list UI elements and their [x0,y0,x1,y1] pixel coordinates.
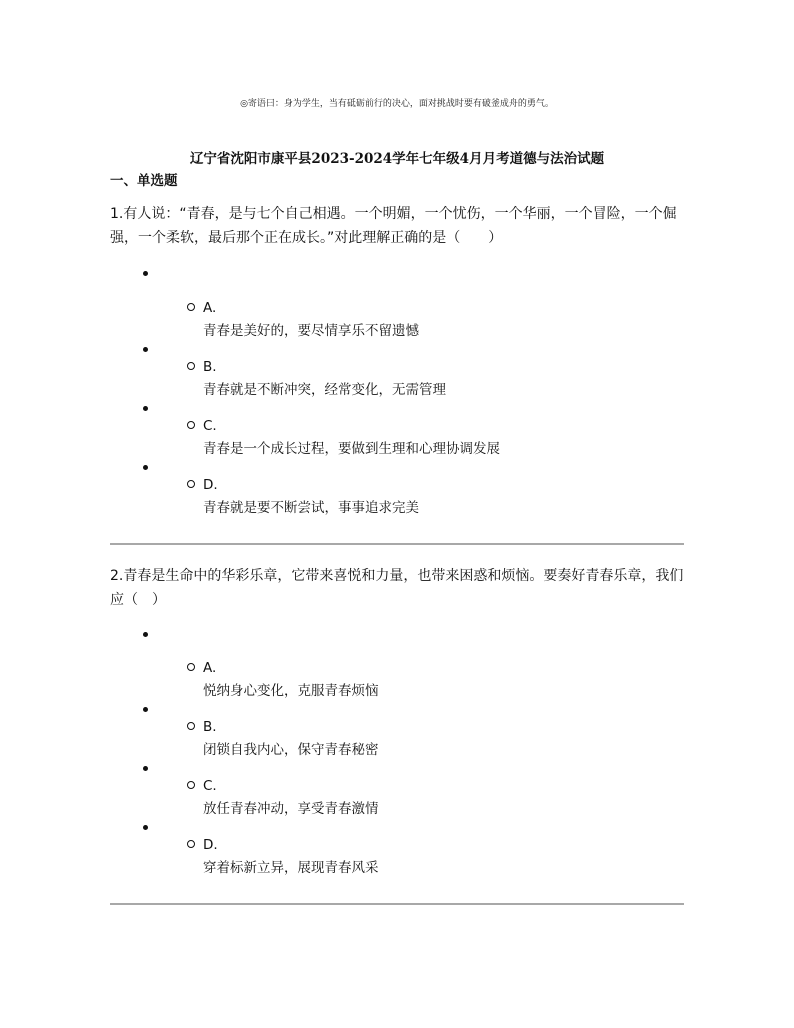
circle-icon [187,480,195,488]
option-letter: A. [203,300,217,316]
option-d[interactable] [187,477,419,516]
option-text: 青春是美好的，要尽情享乐不留遗憾 [203,323,419,339]
option-letter: B. [203,359,217,375]
option-letter: C. [203,778,217,794]
circle-icon [187,362,195,370]
option-c[interactable] [187,778,379,817]
page-title: 辽宁省沈阳市康平县2023-2024学年七年级4月月考道德与法治试题 [189,151,605,167]
question-2 [110,564,685,612]
question-1 [110,202,685,250]
circle-icon [187,421,195,429]
option-a[interactable] [187,660,379,699]
bullet-icon [143,766,148,771]
option-b[interactable] [187,719,379,758]
circle-icon [187,781,195,789]
circle-icon [187,663,195,671]
option-letter: B. [203,719,217,735]
option-b[interactable] [187,359,446,398]
bullet-icon [143,406,148,411]
circle-icon [187,840,195,848]
option-letter: C. [203,418,217,434]
section-heading: 一、单选题 [110,173,178,189]
option-text: 穿着标新立异，展现青春风采 [203,860,379,876]
bullet-icon [143,825,148,830]
divider [110,543,684,545]
option-text: 青春是一个成长过程，要做到生理和心理协调发展 [203,441,500,457]
option-text: 青春就是要不断尝试，事事追求完美 [203,500,419,516]
circle-icon [187,722,195,730]
question-text: 1.有人说：“青春，是与七个自己相遇。一个明媚，一个忧伤，一个华丽，一个冒险，一个倔强，一个柔软，最后那个正在成长。”对此理解正确的是（ ） [110,206,677,246]
question-text: 2.青春是生命中的华彩乐章，它带来喜悦和力量，也带来困惑和烦恼。要奏好青春乐章，我们应（ ） [110,568,684,608]
option-letter: A. [203,660,217,676]
option-a[interactable] [187,300,419,339]
motto: ◎寄语曰：身为学生，当有砥砺前行的决心，面对挑战时要有破釜成舟的勇气。 [240,99,554,109]
option-text: 悦纳身心变化，克服青春烦恼 [203,683,379,699]
bullet-icon [143,632,148,637]
option-text: 放任青春冲动，享受青春激情 [203,801,379,817]
option-letter: D. [203,477,218,493]
option-letter: D. [203,837,218,853]
circle-icon [187,303,195,311]
option-text: 青春就是不断冲突，经常变化，无需管理 [203,382,446,398]
bullet-icon [143,465,148,470]
option-d[interactable] [187,837,379,876]
bullet-icon [143,347,148,352]
option-text: 闭锁自我内心，保守青春秘密 [203,742,379,758]
option-c[interactable] [187,418,500,457]
divider [110,903,684,905]
bullet-icon [143,271,148,276]
bullet-icon [143,707,148,712]
